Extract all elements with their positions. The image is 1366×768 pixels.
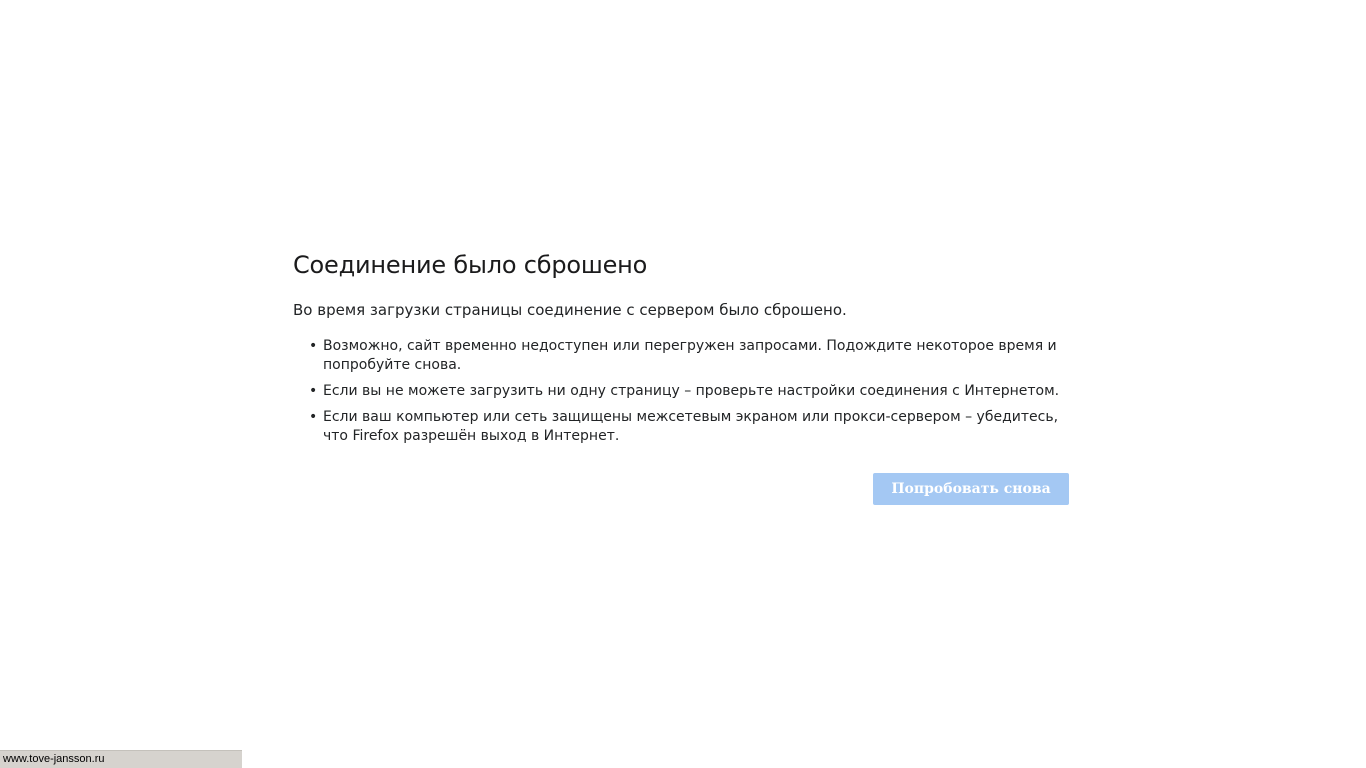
bullet-icon: • xyxy=(309,338,318,354)
status-bar xyxy=(0,750,242,768)
suggestion-item xyxy=(309,337,1069,375)
status-bar-url: www.tove-jansson.ru xyxy=(3,753,105,765)
suggestion-list xyxy=(293,337,1069,446)
error-container xyxy=(293,250,1069,505)
bullet-icon: • xyxy=(309,383,318,399)
try-again-button[interactable]: Попробовать снова xyxy=(873,473,1069,505)
error-title: Соединение было сброшено xyxy=(293,251,648,279)
button-row xyxy=(293,473,1069,505)
suggestion-item xyxy=(309,382,1069,401)
suggestion-item xyxy=(309,408,1069,446)
suggestion-text: Возможно, сайт временно недоступен или перегружен запросами. Подождите некоторое время и попробуйте снова. xyxy=(323,338,1057,373)
error-intro: Во время загрузки страницы соединение с сервером было сброшено. xyxy=(293,301,847,319)
suggestion-text: Если ваш компьютер или сеть защищены межсетевым экраном или прокси-сервером – убедитесь, что Firefox разрешён выход в Интернет. xyxy=(323,409,1059,444)
suggestion-text: Если вы не можете загрузить ни одну страницу – проверьте настройки соединения с Интернетом. xyxy=(323,383,1060,399)
bullet-icon: • xyxy=(309,409,318,425)
